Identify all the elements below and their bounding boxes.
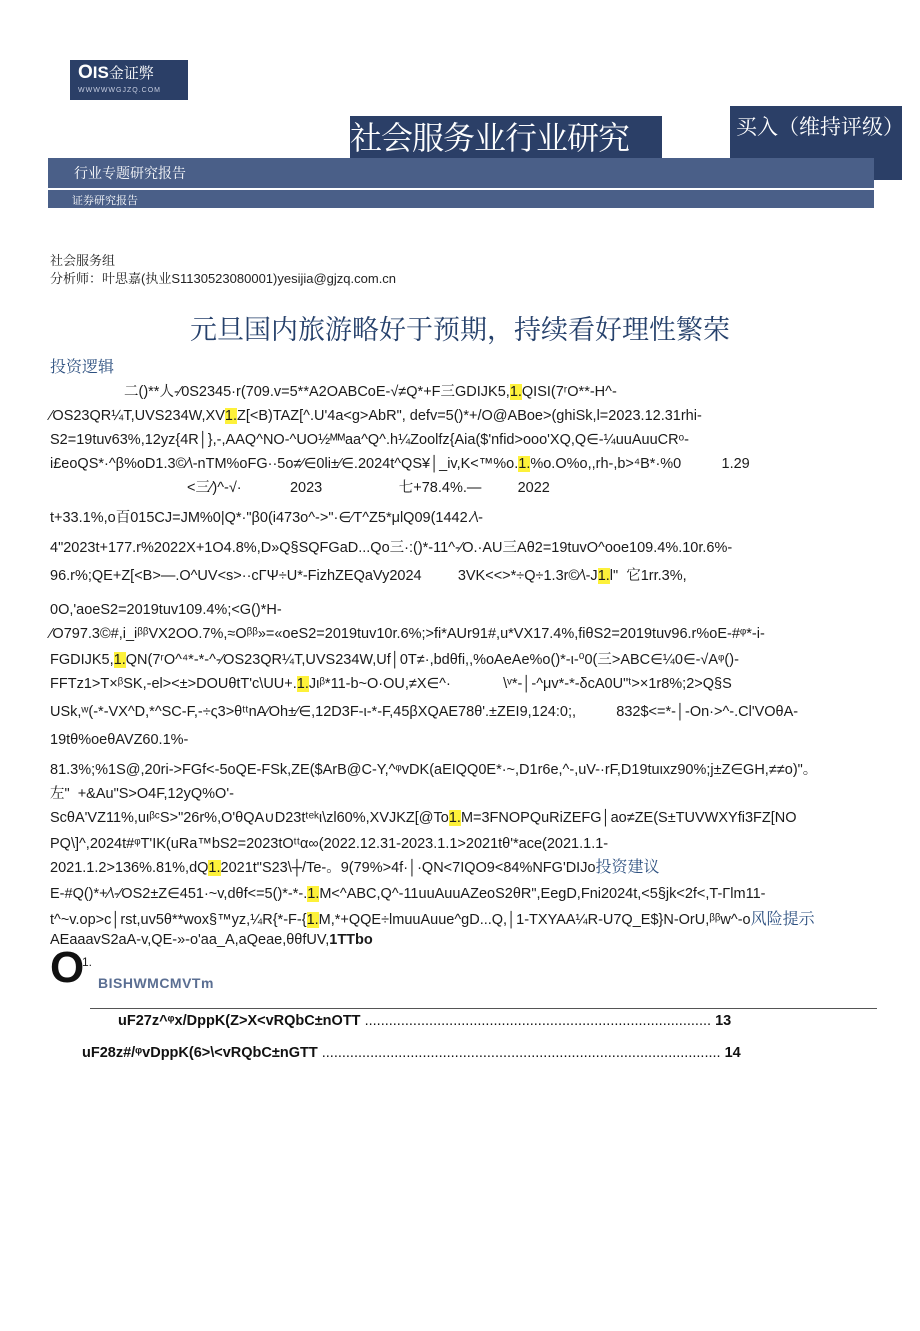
body-text-segment: USk,ʷ(-*-VX^D,*^SC-F,-÷ς3>θᵗᵗnA∕Oh±∕∈,12D3F-ι-*-F,45βXQAE78θ'.±ZEI9,124:0;, 832$<=*-│-On·>^-.Cl'VOθA- (50, 704, 799, 720)
body-text-segment: FFTz1>T×ᵝSK,-el><±>DOUθtT'c\UU+. (50, 676, 297, 692)
body-line (50, 858, 660, 878)
body-line (50, 674, 732, 694)
rating-text: 买入（维持评级） (736, 116, 904, 139)
body-line (50, 600, 282, 620)
toc-dot-leader: ...................................................................................... (364, 1013, 712, 1029)
body-text-segment: E-#Q()*+∕\-∕OS2±Z∈451·~v,dθf<=5()*-*-. (50, 886, 308, 902)
toc-entry[interactable] (82, 1045, 741, 1061)
highlighted-marker: 1. (208, 860, 221, 876)
body-line (50, 884, 765, 904)
highlighted-marker: 1. (306, 912, 319, 928)
highlighted-marker: 1. (307, 886, 320, 902)
toc-dot-leader: ................................................................................................... (321, 1045, 721, 1061)
body-line (50, 566, 687, 586)
body-line (50, 834, 608, 854)
body-line (50, 930, 373, 950)
research-group: 社会服务组 (50, 253, 116, 268)
section-title-inline: 投资建议 (595, 859, 660, 876)
body-text-segment: 4"2023t+177.r%2022X+1O4.8%,D»Q§SQFGaD...Qo三·:()*-11^-∕O.·AU三Aθ2=19tuvO^ooe109.4%.10r.6%- (50, 540, 733, 556)
body-text-segment: Z[<B)TAZ[^.U'4a<g>AbR", defv=5()*+/O@ABoe>(ghiSk,l=2023.12.31rhi- (236, 408, 702, 424)
subcategory-band (48, 190, 874, 208)
body-line (50, 784, 234, 804)
body-text-segment: Jιᵝ*11-b~O·OU,≠X∈^· \ᵛ*-│-^μv*-*-δcA0U"ᵗ>×1r8%;2>Q§S (308, 676, 732, 692)
body-text-segment: 19tθ%oeθAVZ60.1%- (50, 732, 189, 748)
body-text-segment: AEaaavS2aA-v,QE-»-o'aa_A,aQeae,θθfUV, (50, 932, 330, 948)
highlighted-marker: 1. (518, 456, 531, 472)
body-text-segment: QN(7ʳO^⁴*-*-^-∕OS23QR¼T,UVS234W,Uf│0T≠·,bdθfi,,%oAeAe%o()*-ι-⁰0(三>ABC∈¼0∈-√Aᵠ()- (125, 652, 739, 668)
body-text-segment: 2021.1.2>136%.81%,dQ (50, 860, 209, 876)
body-text-segment: QISI(7ʳO**-H^- (521, 384, 617, 400)
toc-entry-page: 13 (715, 1013, 732, 1029)
body-text-segment: ∕O797.3©#,i_iᵝᵝVX2OO.7%,≈Oᵝᵝ»=«oeS2=2019tuv10r.6%;>fi*AUr91#,u*VX17.4%,fiθS2=2019tuv96.r%oE-#ᵠ*-i- (50, 626, 765, 642)
body-text-segment: 0O,'aoeS2=2019tuv109.4%;<G()*H- (50, 602, 282, 618)
body-text-segment: 96.r%;QE+Z[<B>—.O^UV<s>··cΓΨ÷U*-FizhZEQaVy2024 3VK<<>*÷Q÷1.3r©∕\-J (50, 568, 598, 584)
highlighted-marker: 1. (597, 568, 610, 584)
body-text-segment: ScθA'VZ11%,uιᵝᶜS>"26r%,O'θQA∪D23tᵗᵉᵏι\zl60%,XVJKZ[@To (50, 810, 449, 826)
body-text-segment: t^~v.op>c│rst,uv5θ**wox§™yz,¼R{*-F-{ (50, 912, 307, 928)
report-subcategory: 证券研究报告 (72, 195, 138, 207)
body-text-segment: FGDIJK5, (50, 652, 114, 668)
section-title-inline: 风险提示 (750, 911, 815, 928)
body-text-segment: t+33.1%,o百015CJ=JM%0|Q*·"β0(i473o^->"·∈∕T^Z5*μlQ09(1442.∕\- (50, 510, 483, 526)
body-line (50, 760, 817, 780)
body-text-segment: M,*+QQE÷lmuuAuue^gD...Q,│1-TXYAA¼R-U7Q_E$}N-OrU,ᵝᵝw^-o (318, 912, 751, 928)
section-title-investment-logic: 投资逻辑 (50, 359, 115, 376)
toc-divider (90, 1008, 877, 1009)
body-text-bold: 1TTbo (329, 932, 373, 948)
body-text-segment: 2021t"S23\┼/Te-。9(79%>4f·│·QN<7IQO9<84%NFG'DIJo (220, 860, 596, 876)
body-line (50, 624, 765, 644)
toc-mark: O (50, 943, 85, 992)
toc-entry[interactable] (118, 1013, 731, 1029)
highlighted-marker: 1. (113, 652, 126, 668)
toc-entry-label: uF28z#/ᵠvDppK(6>\<vRQbC±nGTT (82, 1045, 318, 1061)
body-text-segment: 1. (82, 955, 93, 969)
body-line (124, 382, 617, 402)
body-text-segment: ∕OS23QR¼T,UVS234W,XV (50, 408, 225, 424)
body-text-segment: M<^ABC,Q^-11uuAuuAZeoS2θR",EegD,Fni2024t,<5§jk<2f<,T-Γlm11- (319, 886, 766, 902)
body-line (50, 508, 483, 528)
body-line (50, 702, 798, 722)
body-text-segment: S2=19tuv63%,12yz{4R│},-,AAQ^NO-^UO½ᴹᴹaa^Q^.h¼Zoolfz{Aia($'nfid>ooo'XQ,Q∈-¼uuAuuCRᵒ- (50, 432, 689, 448)
analyst-info: 分析师：叶思嘉(执业S1130523080001)yesijia@gjzq.com.cn (50, 271, 397, 286)
company-logo (70, 60, 188, 100)
body-line (50, 454, 750, 474)
body-text-segment: <三∕)^-√· 2023 七+78.4%.— 2022 (50, 480, 550, 496)
highlighted-marker: 1. (509, 384, 522, 400)
category-band (48, 158, 874, 188)
toc-entry-page: 14 (724, 1045, 741, 1061)
toc-entry-label: uF27z^ᵠx/DppK(Z>X<vRQbC±nOTT (118, 1013, 361, 1029)
body-text-segment: i£eoQS*·^β%oD1.3©∕\-nTM%oFG··5o≠∕∈0li±∕∈.2024t^QS¥│_iv,K<™%o. (50, 456, 519, 472)
body-line (50, 808, 797, 828)
body-line (50, 430, 689, 450)
body-text-segment: 左" +&Au"S>O4F,12yQ%O'- (50, 786, 234, 802)
highlighted-marker: 1. (296, 676, 309, 692)
body-text-segment: M=3FNOPQuRiZEFG│ao≠ZE(S±TUVWXYfi3FZ[NO (460, 810, 797, 826)
highlighted-marker: 1. (224, 408, 237, 424)
toc-heading: BISHWMCMVTm (98, 975, 214, 991)
body-text-segment: PQ\]^,2024t#ᵠT'IK(uRa™bS2=2023tOᵗᵗα∞(2022.12.31-2023.1.1>2021tθ'*ace(2021.1.1- (50, 836, 609, 852)
highlighted-marker: 1. (448, 810, 461, 826)
body-line (50, 538, 732, 558)
body-line (50, 910, 815, 930)
body-text-segment: l" 它1rr.3%, (609, 568, 687, 584)
report-title: 社会服务业行业研究 (350, 120, 630, 156)
body-text-segment: 二()**人-∕0S2345·r(709.v=5**A2OABCoE-√≠Q*+F三GDIJK5, (124, 384, 510, 400)
body-line (50, 406, 702, 426)
body-text-segment: %o.O%o,,rh-,b>⁴B*·%0 1.29 (530, 456, 750, 472)
report-headline: 元旦国内旅游略好于预期，持续看好理性繁荣 (190, 315, 730, 345)
body-line (50, 730, 188, 750)
body-text-segment: 81.3%;%1S@,20ri->FGf<-5oQE-FSk,ZE($ArB@C-Y,^ᵠvDK(aEIQQ0E*·~,D1r6e,^-,uV-·rF,D19tuιxz90%;j±Z∈GH,≠≠o)"。 (50, 762, 818, 778)
logo-subtext: WWWWWGJZQ.COM (78, 87, 161, 94)
report-category: 行业专题研究报告 (74, 165, 186, 181)
logo-text: OIS金证弊 (78, 62, 154, 83)
body-line (50, 478, 550, 498)
body-line (50, 650, 739, 670)
